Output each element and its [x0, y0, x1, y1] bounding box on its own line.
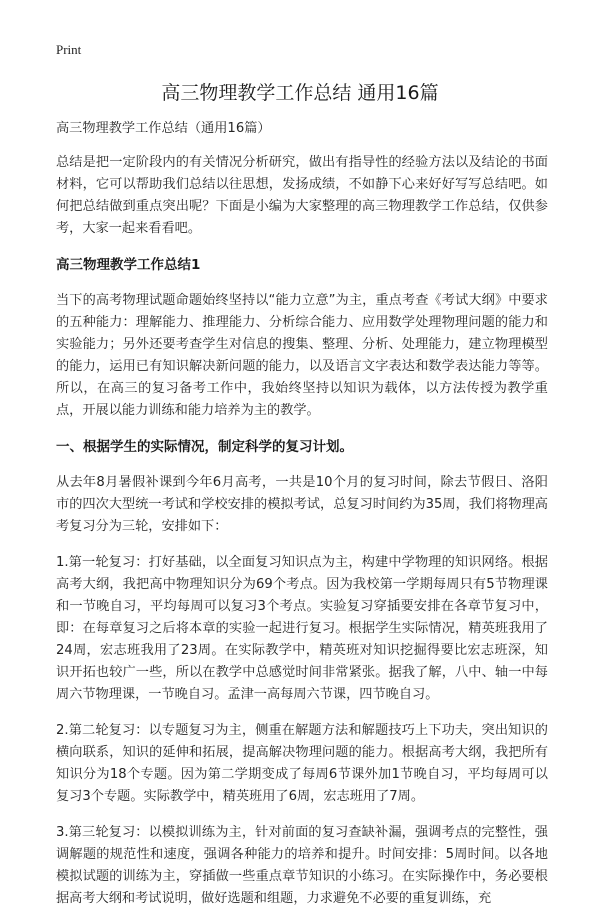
round-2-paragraph: 2.第二轮复习：以专题复习为主，侧重在解题方法和解题技巧上下功夫，突出知识的横向联系，知识的延伸和拓展，提高解决物理问题的能力。根据高考大纲，我把所有知识分为18个专题。因为第二学期变成了每周6节课外加1节晚自习，平均每周可以复习3个专题。实际教学中，精英班用了6周，宏志班用了7周。 [56, 723, 548, 804]
round-3-paragraph: 3.第三轮复习：以模拟训练为主，针对前面的复习查缺补漏，强调考点的完整性，强调解题的规范性和速度，强调各种能力的培养和提升。时间安排：5周时间。以各地模拟试题的训练为主，穿插做一些重点章节知识的小练习。在实际操作中，务必要根据高考大纲和考试说明，做好选题和组题，力求避免不必要的重复训练，充 [56, 825, 548, 906]
round-1-paragraph: 1.第一轮复习：打好基础，以全面复习知识点为主，构建中学物理的知识网络。根据高考大纲，我把高中物理知识分为69个考点。因为我校第一学期每周只有5节物理课和一节晚自习，平均每周可以复习3个考点。实验复习穿插要安排在各章节复习中，即：在每章复习之后将本章的实验一起进行复习。根据学生实际情况，精英班我用了24周，宏志班我用了23周。在实际教学中，精英班对知识挖掘得要比宏志班深，知识开拓也较广一些，所以在教学中总感觉时间非常紧张。据我了解，八中、轴一中每周六节物理课，一节晚自习。孟津一高每周六节课，四节晚自习。 [56, 555, 548, 702]
article-subtitle: 高三物理教学工作总结（通用16篇） [56, 121, 271, 136]
section-1-paragraph: 当下的高考物理试题命题始终坚持以“能力立意”为主，重点考查《考试大纲》中要求的五种能力：理解能力、推理能力、分析综合能力、应用数学处理物理问题的能力和实验能力；另外还要考查学生对信息的搜集、整理、分析、处理能力，建立物理模型的能力，运用已有知识解决新问题的能力，以及语言文字表达和数学表达能力等等。所以，在高三的复习备考工作中，我始终坚持以知识为载体，以方法传授为教学重点，开展以能力训练和能力培养为主的教学。 [56, 293, 548, 418]
plan-paragraph: 从去年8月暑假补课到今年6月高考，一共是10个月的复习时间，除去节假日、洛阳市的四次大型统一考试和学校安排的模拟考试，总复习时间约为35周，我们将物理高考复习分为三轮，安排如下： [56, 475, 548, 534]
section-title-1: 高三物理教学工作总结1 [56, 257, 201, 273]
page-title: 高三物理教学工作总结 通用16篇 [161, 82, 439, 104]
intro-paragraph: 总结是把一定阶段内的有关情况分析研究，做出有指导性的经验方法以及结论的书面材料，它可以帮助我们总结以往思想，发扬成绩，不如静下心来好好写写总结吧。如何把总结做到重点突出呢？下面是小编为大家整理的高三物理教学工作总结，仅供参考，大家一起来看看吧。 [56, 155, 548, 236]
print-link[interactable]: Print [56, 42, 82, 57]
heading-plan: 一、根据学生的实际情况，制定科学的复习计划。 [56, 439, 353, 455]
article-body [56, 118, 548, 924]
